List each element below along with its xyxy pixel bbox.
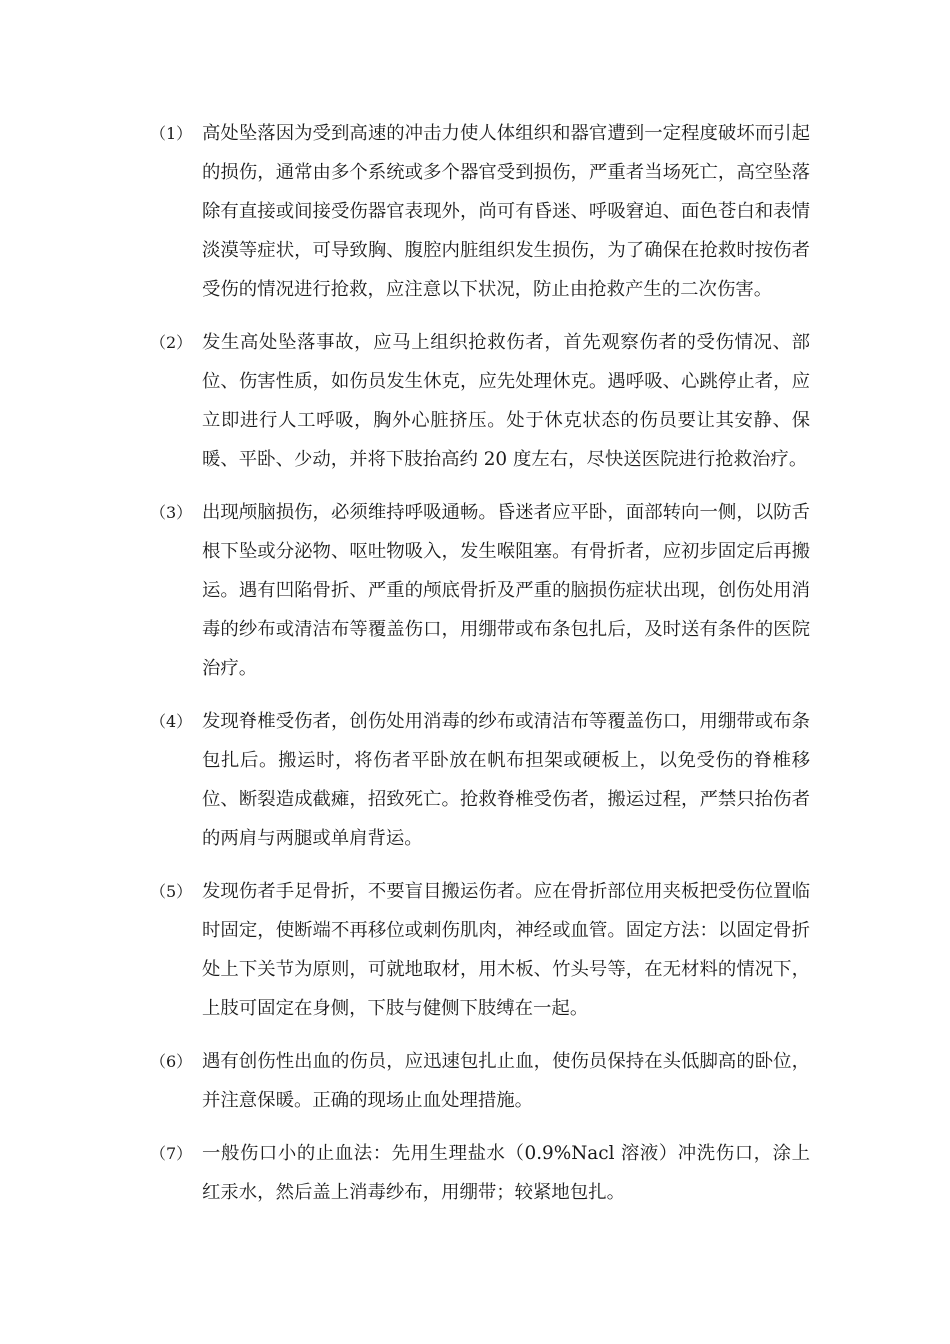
- item-text: 高处坠落因为受到高速的冲击力使人体组织和器官遭到一定程度破坏而引起的损伤，通常由多个系统或多个器官受到损伤，严重者当场死亡，高空坠落除有直接或间接受伤器官表现外，尚可有昏迷、呼吸窘迫、面色苍白和表情淡漠等症状，可导致胸、腹腔内脏组织发生损伤，为了确保在抢救时按伤者受伤的情况进行抢救，应注意以下状况，防止由抢救产生的二次伤害。: [202, 123, 810, 300]
- list-item: [150, 702, 814, 858]
- list-item: [150, 1134, 814, 1212]
- item-number: （3）: [150, 503, 193, 522]
- item-number: （5）: [150, 882, 193, 901]
- item-number: （4）: [150, 712, 193, 731]
- numbered-list: [150, 114, 814, 1226]
- item-text: 出现颅脑损伤，必须维持呼吸通畅。昏迷者应平卧，面部转向一侧，以防舌根下坠或分泌物、呕吐物吸入，发生喉阻塞。有骨折者，应初步固定后再搬运。遇有凹陷骨折、严重的颅底骨折及严重的脑损伤症状出现，创伤处用消毒的纱布或清洁布等覆盖伤口，用绷带或布条包扎后，及时送有条件的医院治疗。: [202, 502, 810, 679]
- item-number: （2）: [150, 333, 193, 352]
- item-text: 发现伤者手足骨折，不要盲目搬运伤者。应在骨折部位用夹板把受伤位置临时固定，使断端不再移位或刺伤肌肉，神经或血管。固定方法：以固定骨折处上下关节为原则，可就地取材，用木板、竹头号等，在无材料的情况下，上肢可固定在身侧，下肢与健侧下肢缚在一起。: [202, 881, 810, 1019]
- item-text: 一般伤口小的止血法：先用生理盐水（0.9%Nacl 溶液）冲洗伤口，涂上红汞水，然后盖上消毒纱布，用绷带；较紧地包扎。: [202, 1143, 810, 1203]
- item-text: 遇有创伤性出血的伤员，应迅速包扎止血，使伤员保持在头低脚高的卧位，并注意保暖。正确的现场止血处理措施。: [202, 1051, 810, 1111]
- list-item: [150, 114, 814, 309]
- list-item: [150, 872, 814, 1028]
- list-item: [150, 323, 814, 479]
- item-number: （6）: [150, 1052, 193, 1071]
- item-text: 发生高处坠落事故，应马上组织抢救伤者，首先观察伤者的受伤情况、部位、伤害性质，如伤员发生休克，应先处理休克。遇呼吸、心跳停止者，应立即进行人工呼吸，胸外心脏挤压。处于休克状态的伤员要让其安静、保暖、平卧、少动，并将下肢抬高约 20 度左右，尽快送医院进行抢救治疗。: [202, 332, 810, 470]
- list-item: [150, 1042, 814, 1120]
- item-text: 发现脊椎受伤者，创伤处用消毒的纱布或清洁布等覆盖伤口，用绷带或布条包扎后。搬运时，将伤者平卧放在帆布担架或硬板上，以免受伤的脊椎移位、断裂造成截瘫，招致死亡。抢救脊椎受伤者，搬运过程，严禁只抬伤者的两肩与两腿或单肩背运。: [202, 711, 810, 849]
- list-item: [150, 493, 814, 688]
- item-number: （1）: [150, 124, 193, 143]
- item-number: （7）: [150, 1144, 193, 1163]
